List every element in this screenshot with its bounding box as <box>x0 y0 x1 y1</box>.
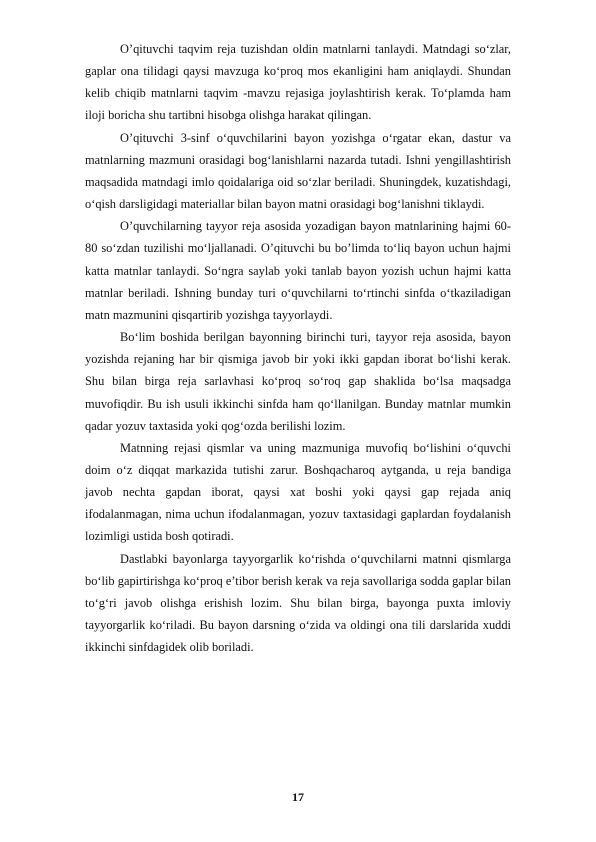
page-number: 17 <box>292 790 304 804</box>
paragraph-3: O’quvchilarning tayyor reja asosida yozadigan bayon matnlarining hajmi 60-80 so‘zdan tuzilishi mo‘ljallanadi. O’qituvchi bu bo’limda to‘liq bayon uchun hajmi katta matnlar tanlaydi. So‘ngra saylab yoki tanlab bayon yozish uchun hajmi katta matnlar beriladi. Ishning bunday turi o‘quvchilarni to‘rtinchi sinfda o‘tkaziladigan matn mazmunini qisqartirib yozishga tayyorlaydi. <box>85 219 511 322</box>
body-text <box>85 38 511 658</box>
paragraph-5: Matnning rejasi qismlar va uning mazmuniga muvofiq bo‘lishini o‘quvchi doim o‘z diqqat markazida tutishi zarur. Boshqacharoq aytganda, u reja bandiga javob nechta gapdan iborat, qaysi xat boshi yoki qaysi gap rejada aniq ifodalanmagan, nima uchun ifodalanmagan, yozuv taxtasidagi gaplardan foydalanish lozimligi ustida bosh qotiradi. <box>85 440 511 544</box>
paragraph-4: Bo‘lim boshida berilgan bayonning birinchi turi, tayyor reja asosida, bayon yozishda rejaning har bir qismiga javob bir yoki ikki gapdan iborat bo‘lishi kerak. Shu bilan birga reja sarlavhasi ko‘proq so‘roq gap shaklida bo‘lsa maqsadga muvofiqdir. Bu ish usuli ikkinchi sinfda ham qo‘llanilgan. Bunday matnlar mumkin qadar yozuv taxtasida yoki qog‘ozda berilishi lozim. <box>85 330 511 433</box>
paragraph-2: O’qituvchi 3-sinf o‘quvchilarini bayon yozishga o‘rgatar ekan, dastur va matnlarning mazmuni orasidagi bog‘lanishlarni nazarda tutadi. Ishni yengillashtirish maqsadida matndagi imlo qoidalariga oid so‘zlar beriladi. Shuningdek, kuzatishdagi, o‘qish darsligidagi materiallar bilan bayon matni orasidagi bog‘lanishni tiklaydi. <box>85 130 511 212</box>
paragraph-1: O’qituvchi taqvim reja tuzishdan oldin matnlarni tanlaydi. Matndagi so‘zlar, gaplar ona tilidagi qaysi mavzuga ko‘proq mos ekanligini ham aniqlaydi. Shundan kelib chiqib matnlarni taqvim -mavzu rejasiga joylashtirish kerak. To‘plamda ham iloji boricha shu tartibni hisobga olishga harakat qilingan. <box>85 42 511 123</box>
paragraph-6: Dastlabki bayonlarga tayyorgarlik ko‘rishda o‘quvchilarni matnni qismlarga bo‘lib gapirtirishga ko‘proq e’tibor berish kerak va reja savollariga sodda gaplar bilan to‘g‘ri javob olishga erishish lozim. Shu bilan birga, bayonga puxta imloviy tayyorgarlik ko‘riladi. Bu bayon darsning o‘zida va oldingi ona tili darslarida xuddi ikkinchi sinfdagidek olib boriladi. <box>85 551 511 655</box>
